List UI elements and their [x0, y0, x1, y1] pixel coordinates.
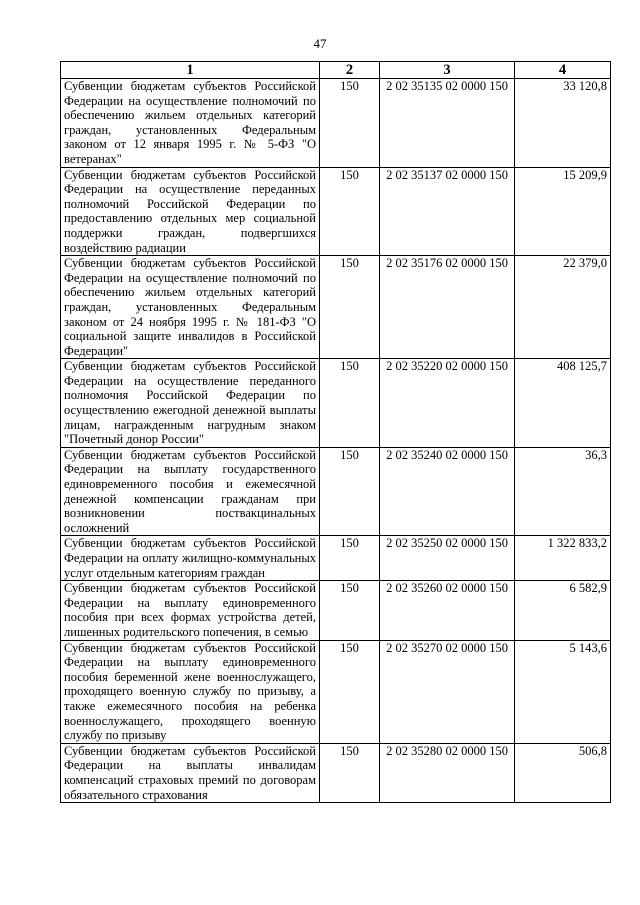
table-header [61, 62, 611, 79]
table-row [61, 256, 611, 359]
row-amount: 408 125,7 [515, 359, 611, 448]
row-code: 150 [320, 581, 380, 640]
row-kbk: 2 02 35176 02 0000 150 [380, 256, 515, 359]
row-description: Субвенции бюджетам субъектов Российской Федерации на осуществление переданного полномочия Российской Федерации по осуществлению ежегодной денежной выплаты лицам, награжденным нагрудным знаком "Почетный донор России" [61, 359, 320, 448]
row-kbk: 2 02 35280 02 0000 150 [380, 743, 515, 802]
row-amount: 36,3 [515, 447, 611, 536]
row-amount: 5 143,6 [515, 640, 611, 743]
column-header-1: 1 [61, 62, 320, 79]
table-row [61, 79, 611, 168]
row-code: 150 [320, 447, 380, 536]
row-amount: 1 322 833,2 [515, 536, 611, 581]
row-description: Субвенции бюджетам субъектов Российской Федерации на выплаты инвалидам компенсаций страховых премий по договорам обязательного страхования [61, 743, 320, 802]
row-code: 150 [320, 79, 380, 168]
row-code: 150 [320, 256, 380, 359]
header-row [61, 62, 611, 79]
row-kbk: 2 02 35260 02 0000 150 [380, 581, 515, 640]
row-kbk: 2 02 35250 02 0000 150 [380, 536, 515, 581]
row-description: Субвенции бюджетам субъектов Российской Федерации на оплату жилищно-коммунальных услуг отдельным категориям граждан [61, 536, 320, 581]
row-code: 150 [320, 167, 380, 256]
table-row [61, 447, 611, 536]
table-row [61, 167, 611, 256]
row-description: Субвенции бюджетам субъектов Российской Федерации на осуществление полномочий по обеспечению жильем отдельных категорий граждан, установленных Федеральным законом от 12 января 1995 г. № 5-ФЗ "О ветеранах" [61, 79, 320, 168]
page-number: 47 [313, 36, 327, 51]
column-header-3: 3 [380, 62, 515, 79]
table-row [61, 640, 611, 743]
row-amount: 33 120,8 [515, 79, 611, 168]
row-description: Субвенции бюджетам субъектов Российской Федерации на осуществление полномочий по обеспечению жильем отдельных категорий граждан, установленных Федеральным законом от 24 ноября 1995 г. № 181-ФЗ "О социальной защите инвалидов в Российской Федерации" [61, 256, 320, 359]
table-row [61, 359, 611, 448]
table-row [61, 581, 611, 640]
table-row [61, 743, 611, 802]
row-amount: 15 209,9 [515, 167, 611, 256]
row-code: 150 [320, 640, 380, 743]
row-kbk: 2 02 35220 02 0000 150 [380, 359, 515, 448]
row-amount: 6 582,9 [515, 581, 611, 640]
row-kbk: 2 02 35137 02 0000 150 [380, 167, 515, 256]
row-code: 150 [320, 743, 380, 802]
budget-table [60, 61, 611, 803]
column-header-2: 2 [320, 62, 380, 79]
row-amount: 506,8 [515, 743, 611, 802]
row-kbk: 2 02 35240 02 0000 150 [380, 447, 515, 536]
row-kbk: 2 02 35270 02 0000 150 [380, 640, 515, 743]
column-header-4: 4 [515, 62, 611, 79]
table-row [61, 536, 611, 581]
row-amount: 22 379,0 [515, 256, 611, 359]
row-kbk: 2 02 35135 02 0000 150 [380, 79, 515, 168]
row-description: Субвенции бюджетам субъектов Российской Федерации на выплату государственного единовременного пособия и ежемесячной денежной компенсации гражданам при возникновении поствакцинальных осложнений [61, 447, 320, 536]
row-description: Субвенции бюджетам субъектов Российской Федерации на осуществление переданных полномочий Российской Федерации по предоставлению отдельных мер социальной поддержки граждан, подвергшихся воздействию радиации [61, 167, 320, 256]
row-code: 150 [320, 536, 380, 581]
table-body [61, 79, 611, 803]
row-code: 150 [320, 359, 380, 448]
row-description: Субвенции бюджетам субъектов Российской Федерации на выплату единовременного пособия при всех формах устройства детей, лишенных родительского попечения, в семью [61, 581, 320, 640]
row-description: Субвенции бюджетам субъектов Российской Федерации на выплату единовременного пособия беременной жене военнослужащего, проходящего военную службу по призыву, а также ежемесячного пособия на ребенка военнослужащего, проходящего военную службу по призыву [61, 640, 320, 743]
